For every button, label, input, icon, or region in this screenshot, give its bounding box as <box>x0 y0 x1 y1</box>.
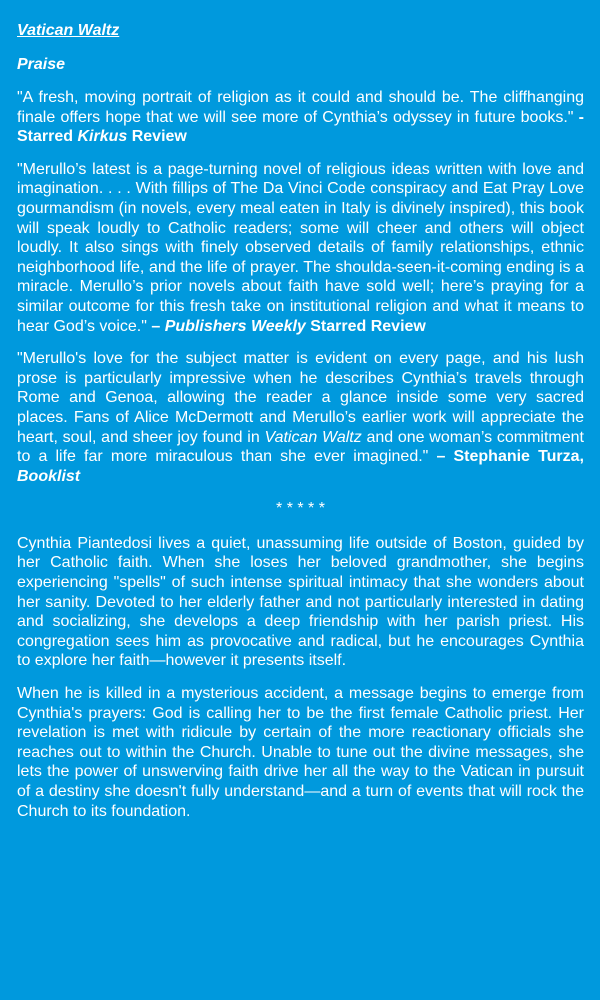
review-quote-kirkus <box>17 88 584 147</box>
review-source: Kirkus <box>77 128 128 146</box>
quote-text: "Merullo’s latest is a page-turning novel of religious ideas written with love and imagination. . . . With fillips of The Da Vinci Code conspiracy and Eat Pray Love gourmandism (in novels, every meal eaten in Italy is divinely inspired), this book will speak loudly to Catholic readers; some will cheer and others will object loudly. It also sings with finely observed details of family relationships, ethnic neighborhood life, and the life of prayer. The shoulda-seen-it-coming ending is a miracle. Merullo’s prior novels about faith have sold well; here’s praying for a similar outcome for this fresh take on institutional religion and what it means to hear God’s voice." <box>17 160 584 335</box>
quote-text: "A fresh, moving portrait of religion as it could and should be. The cliffhanging finale offers hope that we will see more of Cynthia’s odyssey in future books." <box>17 89 584 126</box>
quote-attribution: – Publishers Weekly Starred Review <box>146 317 426 335</box>
quote-attribution: – Stephanie Turza, Booklist <box>17 448 584 485</box>
quote-book-title: Vatican Waltz <box>264 428 362 446</box>
review-quote-publishers-weekly <box>17 160 584 336</box>
section-separator: * * * * * <box>276 500 325 518</box>
review-source: Publishers Weekly <box>164 317 306 335</box>
review-quote-booklist <box>17 349 584 486</box>
book-title: Vatican Waltz <box>17 22 120 39</box>
quote-text: "Merullo's love for the subject matter is evident on every page, and his lush prose is particularly impressive when he describes Cynthia’s travels through Rome and Genoa, allowing the reader a glance inside some very sacred places. Fans of Alice McDermott and Merullo’s earlier work will appreciate the heart, soul, and sheer joy found in <box>17 350 584 446</box>
description-paragraph: Cynthia Piantedosi lives a quiet, unassuming life outside of Boston, guided by her Catholic faith. When she loses her beloved grandmother, she begins experiencing "spells" of such intense spiritual intimacy that she wonders about her sanity. Devoted to her elderly father and not particularly interested in dating and socializing, she develops a deep friendship with her parish priest. His congregation sees him as provocative and radical, but he encourages Cynthia to explore her faith—however it presents itself. <box>17 534 584 670</box>
praise-heading: Praise <box>17 56 66 73</box>
quote-attribution: - Starred Kirkus Review <box>17 108 584 146</box>
quote-text-end: and one woman’s commitment to a life far more miraculous than she ever imagined." <box>17 428 584 466</box>
description-paragraph: When he is killed in a mysterious accident, a message begins to emerge from Cynthia's prayers: God is calling her to be the first female Catholic priest. Her revelation is met with ridicule by certain of the more reactionary officials she reaches out to within the Church. Unable to tune out the divine messages, she lets the power of unswerving faith drive her all the way to the Vatican in pursuit of a destiny she doesn't fully understand—and a turn of events that will rock the Church to its foundation. <box>17 685 584 820</box>
review-source: Booklist <box>17 467 81 485</box>
